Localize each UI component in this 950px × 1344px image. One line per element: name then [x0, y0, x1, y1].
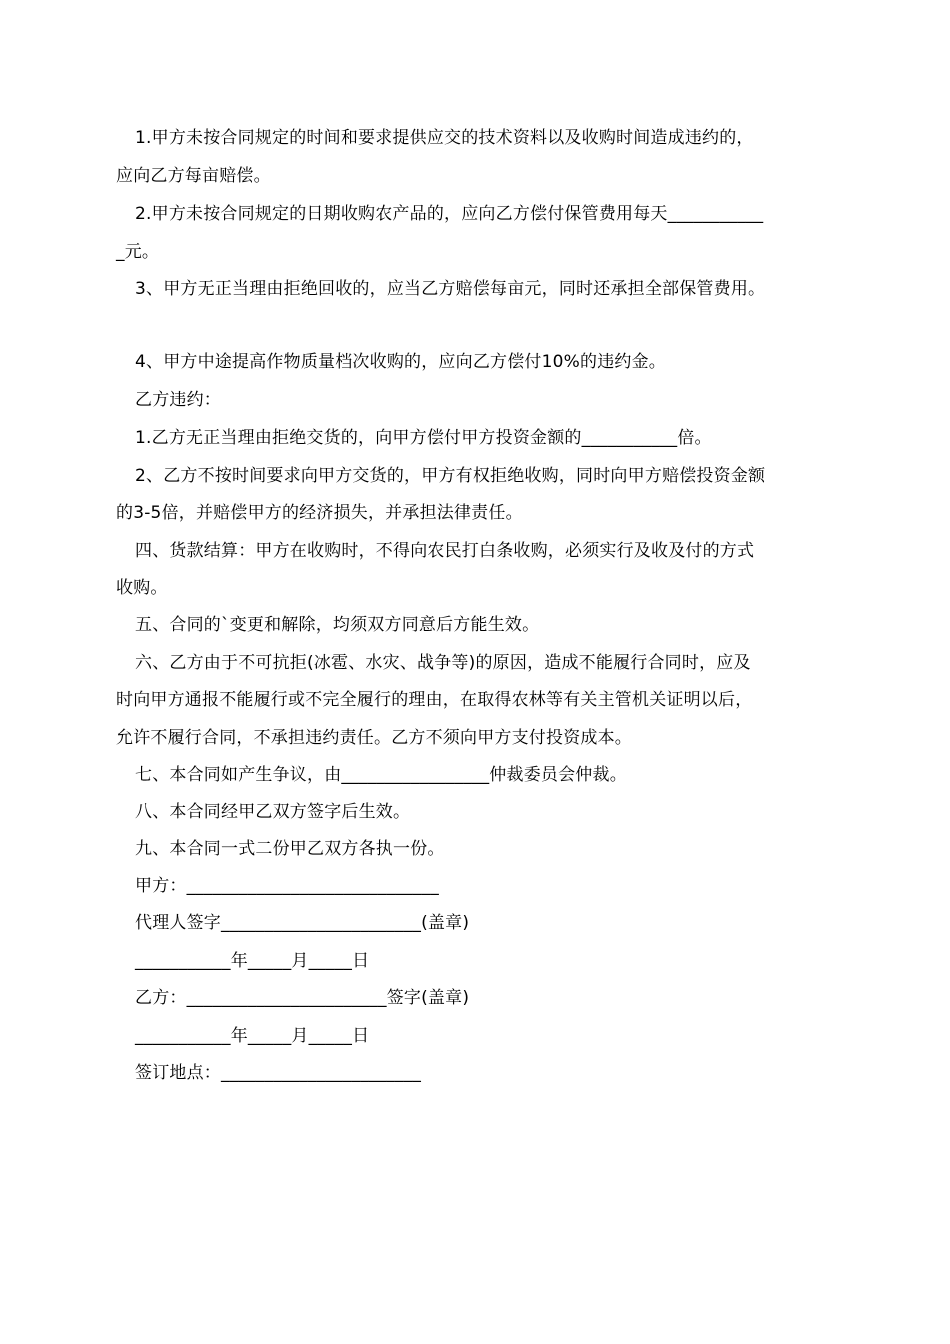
clause-a-4: 4、甲方中途提高作物质量档次收购的，应向乙方偿付10%的违约金。 [135, 352, 666, 372]
section-6-line-3: 允许不履行合同，不承担违约责任。乙方不须向甲方支付投资成本。 [116, 728, 632, 748]
clause-a-1-line-1: 1.甲方未按合同规定的时间和要求提供应交的技术资料以及收购时间造成违约的， [135, 128, 754, 148]
section-6-line-2: 时向甲方通报不能履行或不完全履行的理由，在取得农林等有关主管机关证明以后， [116, 690, 753, 710]
clause-a-2-line-1: 2.甲方未按合同规定的日期收购农产品的，应向乙方偿付保管费用每天___________ [135, 204, 764, 224]
party-b-signature-line: 乙方：_______________________签字(盖章) [135, 988, 470, 1008]
section-8: 八、本合同经甲乙双方签字后生效。 [135, 802, 411, 822]
clause-a-2-line-2: _元。 [116, 242, 160, 262]
party-b-date-line: ___________年_____月_____日 [135, 1026, 370, 1046]
signing-place-line: 签订地点：_______________________ [135, 1063, 422, 1083]
clause-b-2-line-1: 2、乙方不按时间要求向甲方交货的，甲方有权拒绝收购，同时向甲方赔偿投资金额 [135, 466, 766, 486]
party-b-breach-heading: 乙方违约： [135, 390, 221, 410]
section-6-line-1: 六、乙方由于不可抗拒(冰雹、水灾、战争等)的原因，造成不能履行合同时，应及 [135, 653, 751, 673]
party-a-date-line: ___________年_____月_____日 [135, 951, 370, 971]
agent-signature-line: 代理人签字_______________________(盖章) [135, 913, 470, 933]
section-4-line-1: 四、货款结算：甲方在收购时，不得向农民打白条收购，必须实行及收及付的方式 [135, 541, 755, 561]
clause-a-1-line-2: 应向乙方每亩赔偿。 [116, 166, 271, 186]
section-7: 七、本合同如产生争议，由_________________仲裁委员会仲裁。 [135, 765, 627, 785]
section-5: 五、合同的`变更和解除，均须双方同意后方能生效。 [135, 615, 540, 635]
party-a-signature-line: 甲方：_____________________________ [135, 876, 439, 896]
section-9: 九、本合同一式二份甲乙双方各执一份。 [135, 839, 445, 859]
clause-a-3: 3、甲方无正当理由拒绝回收的，应当乙方赔偿每亩元，同时还承担全部保管费用。 [135, 279, 766, 299]
clause-b-1: 1.乙方无正当理由拒绝交货的，向甲方偿付甲方投资金额的___________倍。 [135, 428, 712, 448]
section-4-line-2: 收购。 [116, 578, 168, 598]
clause-b-2-line-2: 的3-5倍，并赔偿甲方的经济损失，并承担法律责任。 [116, 503, 523, 523]
